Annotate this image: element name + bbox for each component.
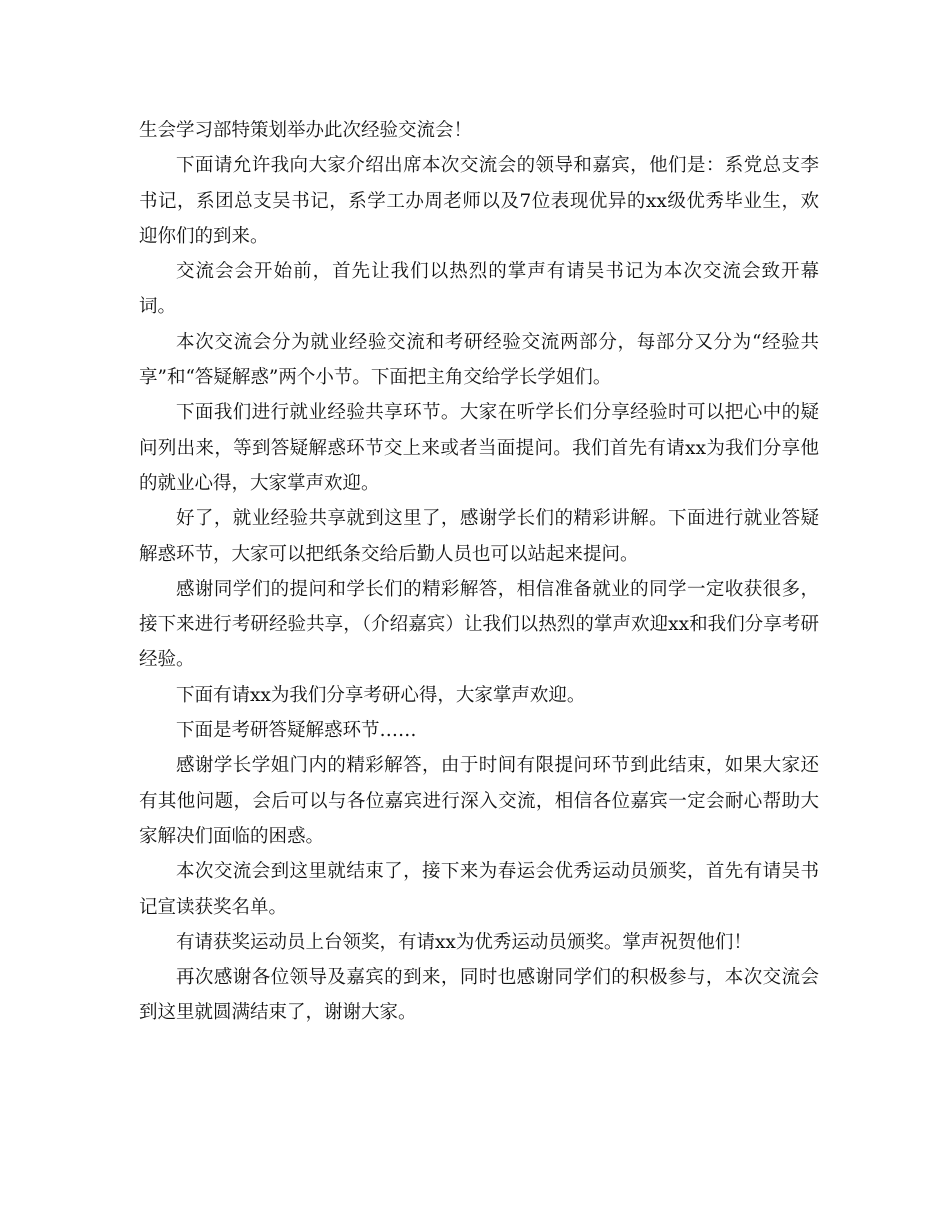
paragraph-1: 生会学习部特策划举办此次经验交流会！ <box>139 120 473 141</box>
paragraph-8: 下面有请xx为我们分享考研心得，大家掌声欢迎。 <box>176 684 586 706</box>
paragraph-3: 交流会会开始前，首先让我们以热烈的掌声有请吴书记为本次交流会致开幕词。 <box>139 261 819 318</box>
paragraph-5: 下面我们进行就业经验共享环节。大家在听学长们分享经验时可以把心中的疑问列出来，等到答疑解惑环节交上来或者当面提问。我们首先有请xx为我们分享他的就业心得，大家掌声欢迎。 <box>139 402 819 494</box>
paragraph-10: 感谢学长学姐门内的精彩解答，由于时间有限提问环节到此结束，如果大家还有其他问题，会后可以与各位嘉宾进行深入交流，相信各位嘉宾一定会耐心帮助大家解决们面临的困惑。 <box>139 755 819 847</box>
paragraph-6: 好了，就业经验共享就到这里了，感谢学长们的精彩讲解。下面进行就业答疑解惑环节，大家可以把纸条交给后勤人员也可以站起来提问。 <box>139 508 819 565</box>
paragraph-7: 感谢同学们的提问和学长们的精彩解答，相信准备就业的同学一定收获很多，接下来进行考研经验共享，（介绍嘉宾）让我们以热烈的掌声欢迎xx和我们分享考研经验。 <box>139 578 819 671</box>
paragraph-2: 下面请允许我向大家介绍出席本次交流会的领导和嘉宾，他们是：系党总支李书记，系团总支吴书记，系学工办周老师以及7位表现优异的xx级优秀毕业生，欢迎你们的到来。 <box>139 155 819 247</box>
paragraph-11: 本次交流会到这里就结束了，接下来为春运会优秀运动员颁奖，首先有请吴书记宣读获奖名单。 <box>139 861 819 918</box>
paragraph-9: 下面是考研答疑解惑环节…… <box>176 720 417 742</box>
paragraph-4: 本次交流会分为就业经验交流和考研经验交流两部分，每部分又分为“经验共享”和“答疑解惑”两个小节。下面把主角交给学长学姐们。 <box>139 331 819 389</box>
document-body <box>139 113 819 1031</box>
paragraph-12: 有请获奖运动员上台领奖，有请xx为优秀运动员颁奖。掌声祝贺他们！ <box>176 931 752 953</box>
paragraph-13: 再次感谢各位领导及嘉宾的到来，同时也感谢同学们的积极参与，本次交流会到这里就圆满结束了，谢谢大家。 <box>139 967 819 1024</box>
